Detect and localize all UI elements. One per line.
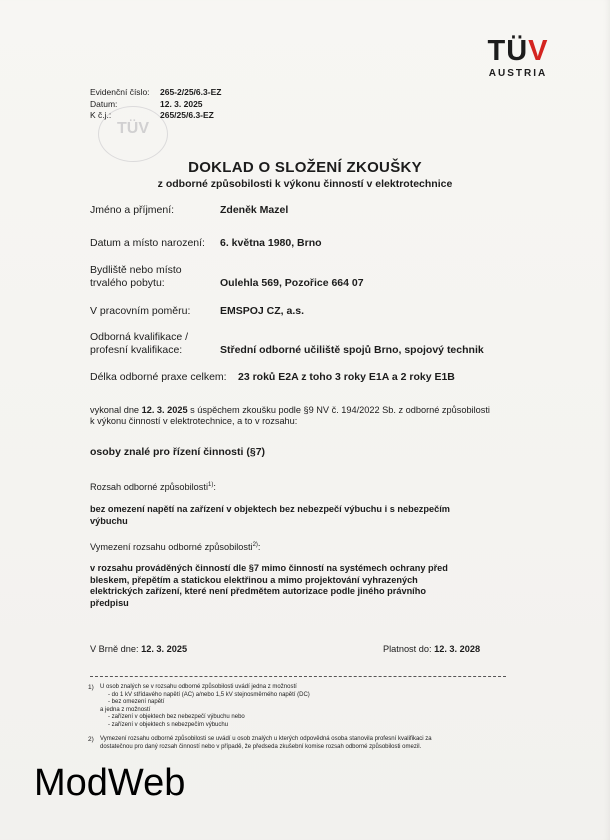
tuv-austria-logo	[478, 36, 558, 79]
faint-stamp: TÜV	[98, 106, 168, 162]
field-qualification: Odborná kvalifikace / profesní kvalifikace: Střední odborné učiliště spojů Brno, spojový technik	[90, 331, 484, 356]
exam-statement: vykonal dne 12. 3. 2025 s úspěchem zkoušku podle §9 NV č. 194/2022 Sb. z odborné způsobilosti k výkonu činností v elektrotechnice, a to v rozsahu:	[90, 405, 490, 426]
field-name: Jméno a příjmení: Zdeněk Mazel	[90, 204, 289, 216]
document-subtitle: z odborné způsobilosti k výkonu činností v elektrotechnice	[157, 178, 453, 190]
footnote-1: 1) U osob znalých se v rozsahu odborné způsobilosti uvádí jedna z možností - do 1 kV střídavého napětí (AC) a/nebo 1,5 kV stejnosměrného napětí (DC) - bez omezení napětí a jedna z možností - zařízení v objektech bez nebezpečí výbuchu nebo - zařízení v objektech s nebezpečím výbuchu	[88, 684, 310, 728]
tuv-logo-mark: TÜV	[487, 35, 549, 67]
limit-label: Vymezení rozsahu odborné způsobilosti$^{2)}$:	[90, 542, 261, 553]
limit-value: v rozsahu prováděných činností dle §7 mimo činností na systémech ochrany před bleskem, přepětím a statickou elektřinou a mimo projektování vyhrazených elektrických zařízení, které není předmětem autorizace podle jiného právního předpisu	[90, 563, 448, 608]
footnote-divider	[90, 676, 506, 677]
modweb-watermark: ModWeb	[34, 762, 186, 804]
logo-subtitle: AUSTRIA	[488, 68, 548, 79]
person-category: osoby znalé pro řízení činnosti (§7)	[90, 446, 266, 458]
field-practice: Délka odborné praxe celkem: 23 roků E2A z toho 3 roky E1A a 2 roky E1B	[90, 371, 455, 383]
document-meta	[90, 87, 221, 122]
validity-date: Platnost do: 12. 3. 2028	[383, 644, 481, 654]
issue-place-date: V Brně dne: 12. 3. 2025	[90, 644, 188, 654]
footnote-2: 2) Vymezení rozsahu odborné způsobilosti se uvádí u osob znalých u kterých odpovědná osoba stanovila profesní kvalifikaci za dostatečnou pro daný rozsah činností nebo v případě, že předseda zkušební komise rozsah odborné způsobilosti omezil.	[88, 736, 432, 750]
field-birth: Datum a místo narození: 6. května 1980, Brno	[90, 237, 322, 249]
scope-value: bez omezení napětí na zařízení v objektech bez nebezpečí výbuchu i s nebezpečím výbuchu	[90, 504, 450, 526]
document-title: DOKLAD O SLOŽENÍ ZKOUŠKY	[188, 159, 422, 176]
meta-row-date: Datum: 12. 3. 2025	[90, 98, 203, 109]
scope-label: Rozsah odborné způsobilosti$^{1)}$:	[90, 482, 216, 493]
field-address: Bydliště nebo místo trvalého pobytu: Oulehla 569, Pozořice 664 07	[90, 264, 364, 289]
meta-row-evidence: Evidenční číslo: 265-2/25/6.3-EZ	[90, 87, 222, 97]
field-employer: V pracovním poměru: EMSPOJ CZ, a.s.	[90, 305, 305, 317]
meta-row-reference: K č.j.: 265/25/6.3-EZ	[90, 110, 214, 120]
